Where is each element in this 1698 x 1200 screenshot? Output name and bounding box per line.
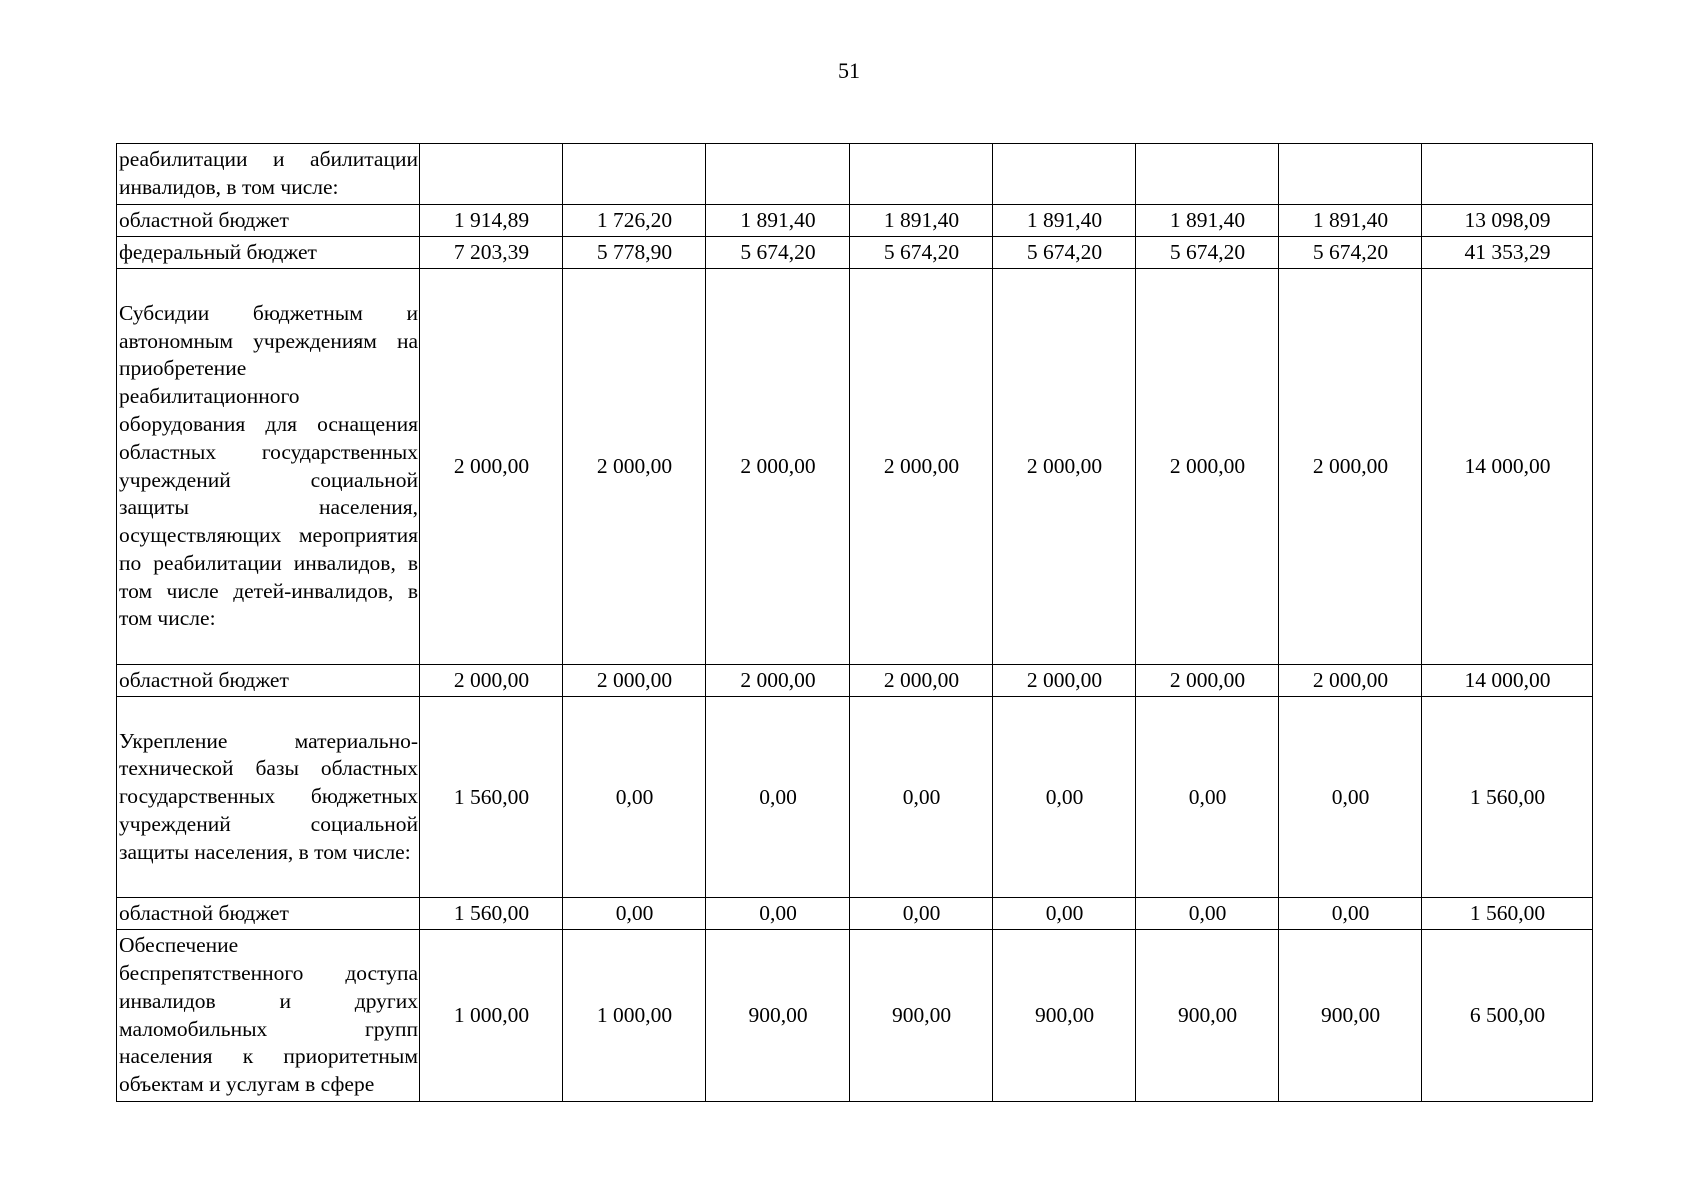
cell-value: 0,00 — [1136, 898, 1279, 930]
budget-table — [116, 143, 1593, 1102]
cell-value — [706, 144, 850, 205]
cell-value: 0,00 — [993, 697, 1136, 898]
table-row — [117, 237, 1593, 269]
cell-value: 1 000,00 — [563, 930, 706, 1102]
cell-value: 14 000,00 — [1422, 269, 1593, 665]
cell-value: 1 560,00 — [1422, 898, 1593, 930]
page-number: 51 — [838, 58, 860, 83]
cell-value: 0,00 — [706, 898, 850, 930]
table-row — [117, 144, 1593, 205]
cell-value: 0,00 — [1279, 898, 1422, 930]
cell-value — [563, 144, 706, 205]
cell-value: 2 000,00 — [1136, 269, 1279, 665]
row-label: реабилитации и абилитации инвалидов, в том числе: — [117, 144, 420, 205]
table-row — [117, 665, 1593, 697]
cell-value: 900,00 — [1279, 930, 1422, 1102]
cell-value: 5 674,20 — [1136, 237, 1279, 269]
cell-value: 2 000,00 — [850, 665, 993, 697]
cell-value: 5 778,90 — [563, 237, 706, 269]
cell-value: 13 098,09 — [1422, 205, 1593, 237]
cell-value: 1 000,00 — [420, 930, 563, 1102]
cell-value: 1 914,89 — [420, 205, 563, 237]
cell-value: 2 000,00 — [850, 269, 993, 665]
row-label: областной бюджет — [117, 205, 420, 237]
cell-value — [1136, 144, 1279, 205]
cell-value: 0,00 — [706, 697, 850, 898]
cell-value: 6 500,00 — [1422, 930, 1593, 1102]
cell-value: 5 674,20 — [706, 237, 850, 269]
cell-value: 1 560,00 — [420, 898, 563, 930]
table-row — [117, 697, 1593, 898]
cell-value: 0,00 — [1279, 697, 1422, 898]
table-row — [117, 898, 1593, 930]
row-label: Субсидии бюджетным и автономным учреждениям на приобретение реабилитационного оборудования для оснащения областных государственных учреждений социальной защиты населения, осуществляющих мероприятия по реабилитации инвалидов, в том числе детей-инвалидов, в том числе: — [117, 269, 420, 665]
cell-value: 2 000,00 — [1279, 665, 1422, 697]
cell-value: 2 000,00 — [706, 269, 850, 665]
cell-value: 2 000,00 — [993, 269, 1136, 665]
cell-value: 2 000,00 — [420, 269, 563, 665]
cell-value: 1 560,00 — [420, 697, 563, 898]
cell-value: 0,00 — [1136, 697, 1279, 898]
cell-value: 900,00 — [993, 930, 1136, 1102]
cell-value: 5 674,20 — [1279, 237, 1422, 269]
cell-value: 1 891,40 — [993, 205, 1136, 237]
row-label: федеральный бюджет — [117, 237, 420, 269]
cell-value — [1279, 144, 1422, 205]
cell-value: 900,00 — [706, 930, 850, 1102]
cell-value: 1 891,40 — [850, 205, 993, 237]
table-row — [117, 269, 1593, 665]
cell-value: 7 203,39 — [420, 237, 563, 269]
cell-value — [850, 144, 993, 205]
cell-value: 1 726,20 — [563, 205, 706, 237]
cell-value: 0,00 — [850, 898, 993, 930]
cell-value — [1422, 144, 1593, 205]
cell-value — [993, 144, 1136, 205]
cell-value: 14 000,00 — [1422, 665, 1593, 697]
cell-value: 2 000,00 — [1279, 269, 1422, 665]
cell-value: 2 000,00 — [420, 665, 563, 697]
cell-value: 0,00 — [993, 898, 1136, 930]
cell-value: 2 000,00 — [706, 665, 850, 697]
cell-value: 900,00 — [850, 930, 993, 1102]
cell-value: 1 560,00 — [1422, 697, 1593, 898]
cell-value — [420, 144, 563, 205]
cell-value: 900,00 — [1136, 930, 1279, 1102]
table-row — [117, 205, 1593, 237]
row-label: Обеспечение беспрепятственного доступа инвалидов и других маломобильных групп населения к приоритетным объектам и услугам в сфере — [117, 930, 420, 1102]
cell-value: 1 891,40 — [1279, 205, 1422, 237]
row-label: областной бюджет — [117, 665, 420, 697]
cell-value: 2 000,00 — [563, 665, 706, 697]
cell-value: 41 353,29 — [1422, 237, 1593, 269]
row-label: областной бюджет — [117, 898, 420, 930]
cell-value: 2 000,00 — [1136, 665, 1279, 697]
cell-value: 5 674,20 — [993, 237, 1136, 269]
cell-value: 0,00 — [563, 697, 706, 898]
cell-value: 0,00 — [850, 697, 993, 898]
cell-value: 5 674,20 — [850, 237, 993, 269]
cell-value: 2 000,00 — [563, 269, 706, 665]
cell-value: 2 000,00 — [993, 665, 1136, 697]
cell-value: 1 891,40 — [706, 205, 850, 237]
cell-value: 0,00 — [563, 898, 706, 930]
cell-value: 1 891,40 — [1136, 205, 1279, 237]
row-label: Укрепление материально-технической базы областных государственных бюджетных учреждений социальной защиты населения, в том числе: — [117, 697, 420, 898]
table-row — [117, 930, 1593, 1102]
